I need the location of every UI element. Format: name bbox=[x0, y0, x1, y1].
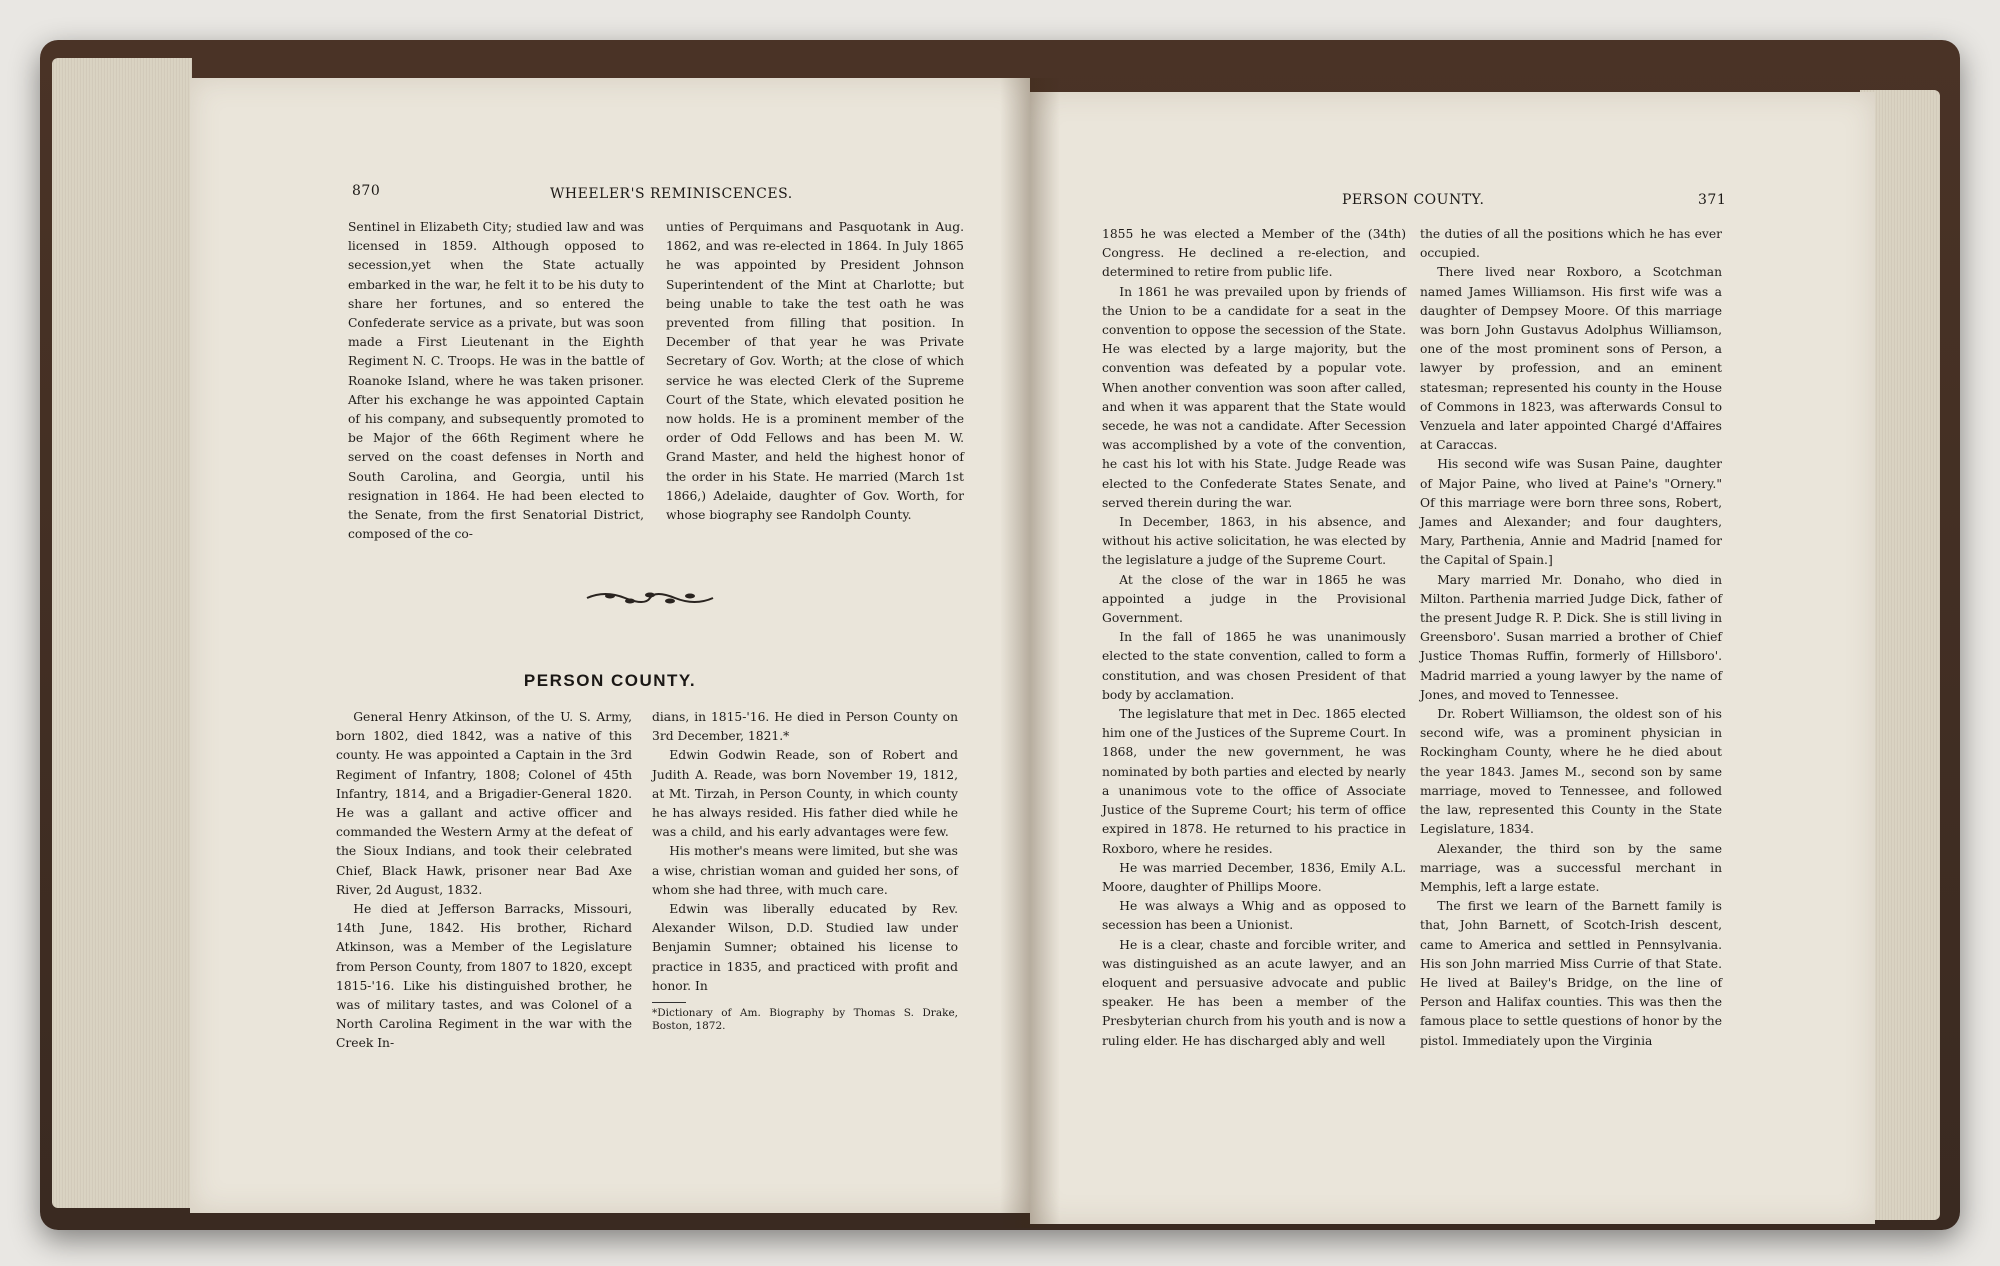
ornament-divider-icon bbox=[585, 588, 715, 608]
paragraph: At the close of the war in 1865 he was appointed a judge in the Provisional Government. bbox=[1102, 572, 1406, 626]
paragraph: dians, in 1815-'16. He died in Person County on 3rd December, 1821.* bbox=[652, 710, 958, 744]
paragraph: unties of Perquimans and Pasquotank in Aug. 1862, and was re-elected in 1864. In July 1865 he was appointed by President Johnson Superintendent of the Mint at Charlotte; but being unable to take the test oath he was prevented from filling that position. In December of that year he was Private Secretary of Gov. Worth; at the close of which service he was elected Clerk of the Supreme Court of the State, which elevated position he now holds. He is a prominent member of the order of Odd Fellows and has been M. W. Grand Master, and held the highest honor of the order in his State. He married (March 1st 1866,) Adelaide, daughter of Gov. Worth, for whose biography see Randolph County. bbox=[666, 220, 964, 523]
paragraph: His mother's means were limited, but she was a wise, christian woman and guided her sons, of whom she had three, with much care. bbox=[652, 844, 958, 897]
paragraph: General Henry Atkinson, of the U. S. Army, born 1802, died 1842, was a native of this county. He was appointed a Captain in the 3rd Regiment of Infantry, 1808; Colonel of 45th Infantry, 1814, and a Brigadier-General 1820. He was a gallant and active officer and commanded the Western Army at the defeat of the Sioux Indians, and took their celebrated Chief, Black Hawk, prisoner near Bad Axe River, 2d August, 1832. bbox=[336, 710, 632, 897]
paragraph: Alexander, the third son by the same marriage, was a successful merchant in Memphis, left a large estate. bbox=[1420, 841, 1722, 894]
top-column-2 bbox=[666, 218, 964, 525]
footnote-rule bbox=[652, 1002, 686, 1003]
right-column-1 bbox=[1102, 225, 1406, 1051]
paragraph: Mary married Mr. Donaho, who died in Milton. Parthenia married Judge Dick, father of the present Judge R. P. Dick. She is still living in Greensboro'. Susan married a brother of Chief Justice Thomas Ruffin, formerly of Hillsboro'. Madrid married a young lawyer by the name of Jones, and moved to Tennessee. bbox=[1420, 572, 1722, 702]
paragraph: He was married December, 1836, Emily A.L. Moore, daughter of Phillips Moore. bbox=[1102, 860, 1406, 894]
footnote: *Dictionary of Am. Biography by Thomas S. Drake, Boston, 1872. bbox=[652, 1007, 958, 1033]
paragraph: In December, 1863, in his absence, and without his active solicitation, he was elected by the legislature a judge of the Supreme Court. bbox=[1102, 515, 1406, 568]
running-head-left: WHEELER'S REMINISCENCES. bbox=[550, 186, 793, 202]
paragraph: The first we learn of the Barnett family is that, John Barnett, of Scotch-Irish descent, came to America and settled in Pennsylvania. His son John married Miss Currie of that State. He lived at Bailey's Bridge, on the line of Person and Halifax counties. This was then the famous place to settle questions of honor by the pistol. Immediately upon the Virginia bbox=[1420, 899, 1722, 1048]
paragraph: Dr. Robert Williamson, the oldest son of his second wife, was a prominent physician in Rockingham County, where he he died about the year 1843. James M., second son by same marriage, moved to Tennessee, and followed the law, represented this County in the State Legislature, 1834. bbox=[1420, 707, 1722, 837]
bottom-column-1 bbox=[336, 708, 632, 1054]
paragraph: Edwin Godwin Reade, son of Robert and Judith A. Reade, was born November 19, 1812, at Mt. Tirzah, in Person County, in which county he has always resided. His father died while he was a child, and his early advantages were few. bbox=[652, 748, 958, 840]
running-head-right: PERSON COUNTY. bbox=[1342, 192, 1485, 208]
paragraph: Edwin was liberally educated by Rev. Alexander Wilson, D.D. Studied law under Benjamin Sumner; obtained his license to practice in 1835, and practiced with profit and honor. In bbox=[652, 902, 958, 993]
paragraph: In 1861 he was prevailed upon by friends of the Union to be a candidate for a seat in the convention to oppose the secession of the State. He was elected by a large majority, but the convention was defeated by a popular vote. When another convention was soon after called, and when it was apparent that the State would secede, he was not a candidate. After Secession was accomplished by a vote of the convention, he cast his lot with his State. Judge Reade was elected to the Confederate States Senate, and served therein during the war. bbox=[1102, 284, 1406, 510]
section-title: PERSON COUNTY. bbox=[523, 671, 697, 690]
paragraph: There lived near Roxboro, a Scotchman named James Williamson. His first wife was a daughter of Dempsey Moore. Of this marriage was born John Gustavus Adolphus Williamson, one of the most prominent sons of Person, a lawyer by profession, and an eminent statesman; represented his county in the House of Commons in 1823, was afterwards Consul to Venzuela and later appointed Chargé d'Affaires at Caraccas. bbox=[1420, 265, 1722, 453]
paragraph: 1855 he was elected a Member of the (34th) Congress. He declined a re-election, and determined to retire from public life. bbox=[1102, 227, 1406, 280]
bottom-column-2 bbox=[652, 708, 958, 1033]
top-column-1 bbox=[348, 218, 644, 544]
page-number-right: 371 bbox=[1698, 192, 1727, 208]
paragraph: In the fall of 1865 he was unanimously elected to the state convention, called to form a constitution, and was chosen President of that body by acclamation. bbox=[1102, 630, 1406, 702]
paragraph: the duties of all the positions which he has ever occupied. bbox=[1420, 227, 1722, 261]
left-page bbox=[190, 78, 1030, 1213]
paragraph: Sentinel in Elizabeth City; studied law and was licensed in 1859. Although opposed to secession,yet when the State actually embarked in the war, he felt it to be his duty to share her fortunes, and so entered the Confederate service as a private, but was soon made a First Lieutenant in the Eighth Regiment N. C. Troops. He was in the battle of Roanoke Island, where he was taken prisoner. After his exchange he was appointed Captain of his company, and subsequently promoted to be Major of the 66th Regiment where he served on the coast defenses in North and South Carolina, and Georgia, until his resignation in 1864. He had been elected to the Senate, from the first Senatorial District, composed of the co- bbox=[348, 220, 644, 542]
paragraph: His second wife was Susan Paine, daughter of Major Paine, who lived at Paine's "Ornery." Of this marriage were born three sons, Robert, James and Alexander; and four daughters, Mary, Parthenia, Annie and Madrid [named for the Capital of Spain.] bbox=[1420, 457, 1722, 568]
paragraph: He is a clear, chaste and forcible writer, and was distinguished as an acute lawyer, and an eloquent and persuasive advocate and public speaker. He has been a member of the Presbyterian church from his youth and is now a ruling elder. He has discharged ably and well bbox=[1102, 937, 1406, 1048]
right-page bbox=[1030, 92, 1875, 1224]
page-number-left: 870 bbox=[352, 183, 381, 199]
paragraph: He died at Jefferson Barracks, Missouri, 14th June, 1842. His brother, Richard Atkinson, was a Member of the Legislature from Person County, from 1807 to 1820, except 1815-'16. Like his distinguished brother, he was of military tastes, and was Colonel of a North Carolina Regiment in the war with the Creek In- bbox=[336, 902, 632, 1051]
paragraph: He was always a Whig and as opposed to secession has been a Unionist. bbox=[1102, 899, 1406, 933]
page-edges-left bbox=[52, 58, 192, 1208]
paragraph: The legislature that met in Dec. 1865 elected him one of the Justices of the Supreme Court. In 1868, under the new government, he was nominated by both parties and elected by nearly a unanimous vote to the office of Associate Justice of the Supreme Court; his term of office expired in 1878. He returned to his practice in Roxboro, where he resides. bbox=[1102, 707, 1406, 856]
right-column-2 bbox=[1420, 225, 1722, 1051]
